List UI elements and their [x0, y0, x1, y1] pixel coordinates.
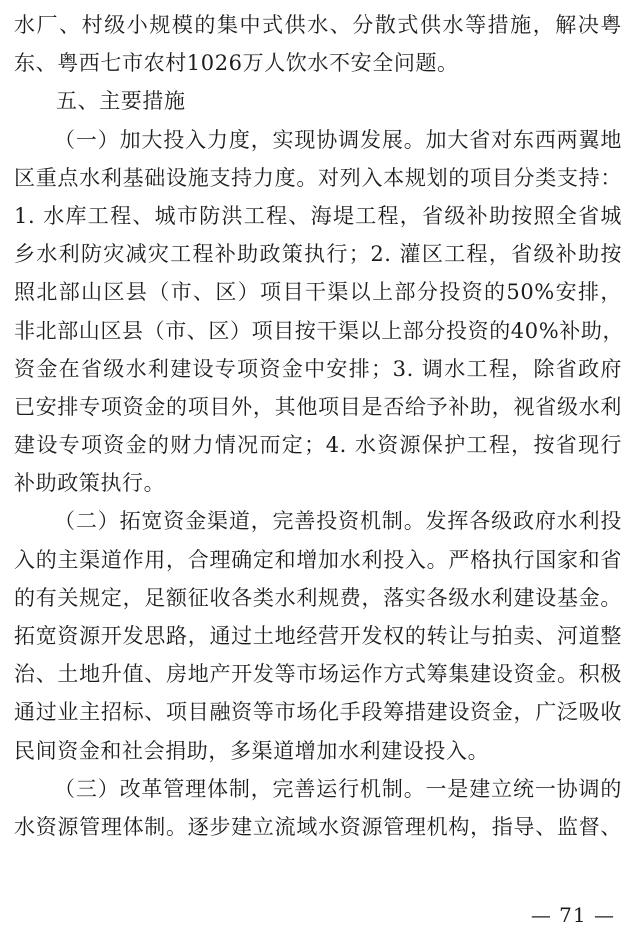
- text-line: （一）加大投入力度，实现协调发展。加大省对东西两翼地: [54, 127, 622, 152]
- text-line: 民间资金和社会捐助，多渠道增加水利建设投入。: [14, 738, 490, 763]
- page-number: — 71 —: [530, 903, 615, 927]
- text-line: 治、土地升值、房地产开发等市场运作方式筹集建设资金。积极: [14, 662, 622, 687]
- text-line: 非北部山区县（市、区）项目按干渠以上部分投资的40%补助，: [14, 318, 625, 343]
- text-line: 已安排专项资金的项目外，其他项目是否给予补助，视省级水利: [14, 394, 622, 419]
- text-line: 水厂、村级小规模的集中式供水、分散式供水等措施，解决粤: [14, 13, 622, 37]
- text-line: （三）改革管理体制，完善运行机制。一是建立统一协调的: [54, 776, 622, 801]
- section-heading: 五、主要措施: [56, 89, 186, 114]
- text-line: 建设专项资金的财力情况而定；4. 水资源保护工程，按省现行: [14, 433, 622, 458]
- text-line: 补助政策执行。: [14, 471, 166, 496]
- text-line: 水资源管理体制。逐步建立流域水资源管理机构，指导、监督、: [14, 814, 622, 839]
- text-line: 区重点水利基础设施支持力度。对列入本规划的项目分类支持：: [14, 165, 622, 190]
- document-page: [14, 6, 625, 846]
- text-line: 东、粤西七市农村1026万人饮水不安全问题。: [14, 51, 459, 76]
- text-line: 通过业主招标、项目融资等市场化手段筹措建设资金，广泛吸收: [14, 700, 622, 725]
- text-line: 乡水利防灾减灾工程补助政策执行；2. 灌区工程，省级补助按: [14, 242, 622, 267]
- text-line: 的有关规定，足额征收各类水利规费，落实各级水利建设基金。: [14, 585, 622, 610]
- text-line: 入的主渠道作用，合理确定和增加水利投入。严格执行国家和省: [14, 547, 622, 572]
- text-line: 1. 水库工程、城市防洪工程、海堤工程，省级补助按照全省城: [14, 203, 622, 228]
- text-line: 拓宽资源开发思路，通过土地经营开发权的转让与拍卖、河道整: [14, 624, 622, 648]
- text-line: 照北部山区县（市、区）项目干渠以上部分投资的50%安排，: [14, 280, 622, 305]
- text-line: （二）拓宽资金渠道，完善投资机制。发挥各级政府水利投: [54, 509, 622, 534]
- text-line: 资金在省级水利建设专项资金中安排；3. 调水工程，除省政府: [14, 356, 622, 381]
